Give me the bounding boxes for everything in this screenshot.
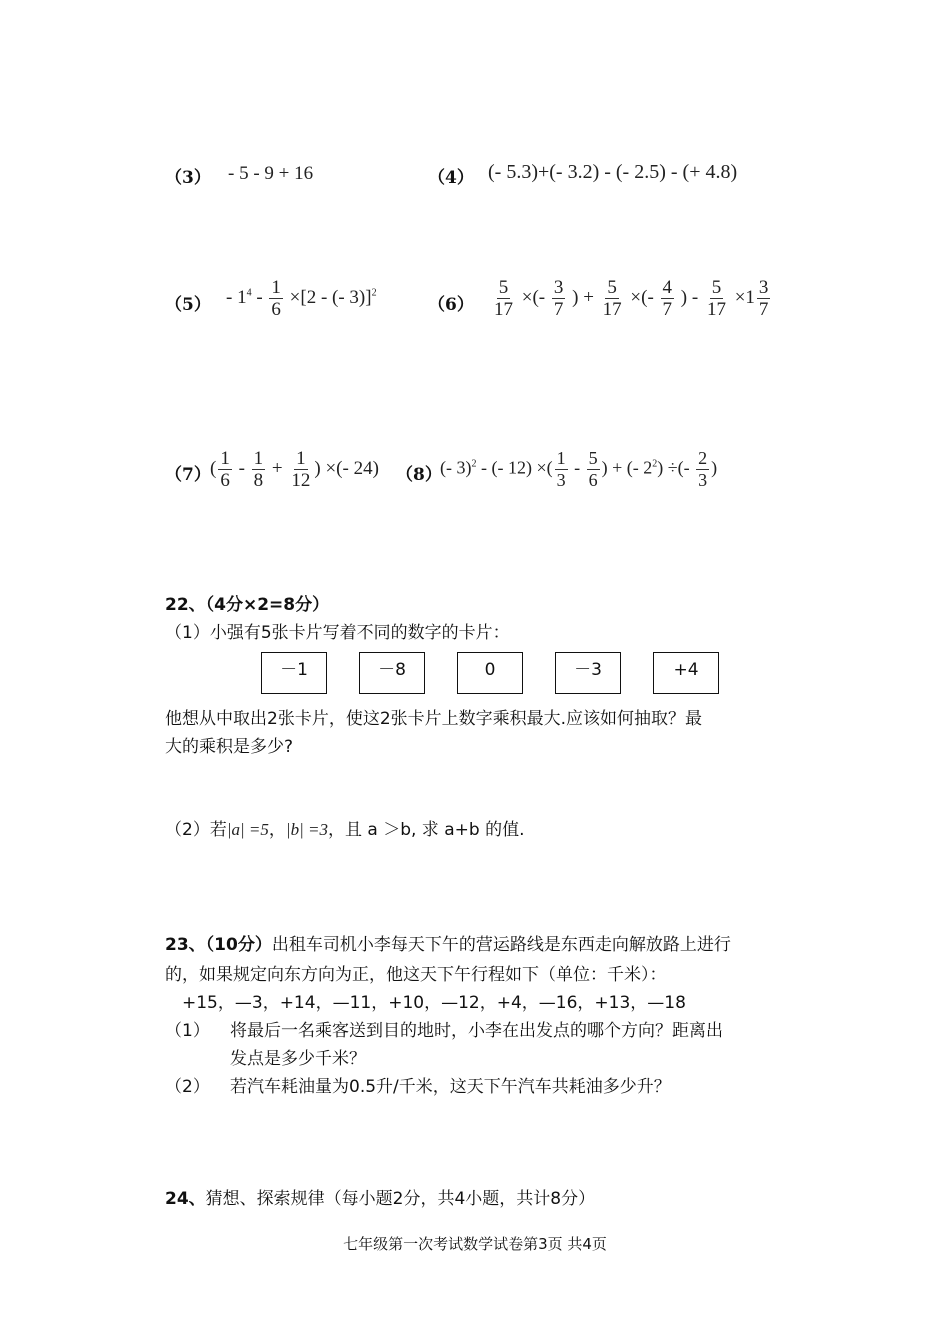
problem-8-label: （8）: [396, 465, 442, 485]
number-card: 0: [457, 652, 523, 694]
q22-part2: （2）若|a| =5，|b| =3，且 a ＞b, 求 a+b 的值.: [165, 820, 525, 840]
q24-heading: 24、猜想、探索规律（每小题2分，共4小题，共计8分）: [165, 1189, 596, 1209]
q23-sub1-label: （1）: [165, 1021, 210, 1041]
problem-8-expression: (- 3)$^2$ - (- 12) ×( $\frac{1}{3}$ - $\frac{5}{6}$ ) + (- $2^2$) ÷(- $\frac{2}{3}$ ): [440, 448, 718, 490]
problem-4-label: （4）: [428, 168, 474, 188]
fraction: $\frac{1}{3}$: [556, 448, 566, 490]
problem-3-label: （3）: [165, 168, 211, 188]
page-footer: 七年级第一次考试数学试卷第3页 共4页: [343, 1235, 607, 1253]
q22-heading: 22、（4分×2=8分）: [165, 595, 330, 615]
fraction: $\frac{3}{7}$: [553, 277, 564, 320]
q23-sub1-text: 发点是多少千米？: [230, 1049, 366, 1069]
problem-7-label: （7）: [165, 465, 211, 485]
q22-question-line: 他想从中取出2张卡片，使这2张卡片上数字乘积最大.应该如何抽取？最: [165, 709, 703, 729]
q22-part1-text: （1）小强有5张卡片写着不同的数字的卡片：: [165, 623, 510, 643]
fraction: $\frac{1}{6}$: [271, 277, 281, 320]
fraction: $\frac{2}{3}$: [698, 448, 708, 490]
fraction: $\frac{4}{7}$: [662, 277, 673, 320]
problem-4-expression: (- 5.3)+(- 3.2) - (- 2.5) - (+ 4.8): [488, 161, 738, 183]
problem-3-expression: - 5 - 9 + 16: [228, 163, 314, 184]
q23-sub1-text: 将最后一名乘客送到目的地时，小李在出发点的哪个方向？距离出: [230, 1021, 723, 1041]
q23-sub2-text: 若汽车耗油量为0.5升/千米，这天下午汽车共耗油多少升？: [230, 1077, 671, 1097]
q23-heading: 23、（10分）出租车司机小李每天下午的营运路线是东西走向解放路上进行: [165, 935, 731, 955]
q23-data-line: +15，—3，+14，—11，+10，—12，+4，—16，+13，—18: [182, 993, 686, 1013]
problem-5-expression: - $1^4$ - $\frac{1}{6}$ ×[2 - (- 3)]$^2$: [226, 277, 377, 320]
q23-sub2-label: （2）: [165, 1077, 210, 1097]
fraction: $\frac{3}{7}$: [758, 277, 769, 320]
fraction: $\frac{1}{12}$: [291, 448, 311, 491]
fraction: $\frac{5}{6}$: [588, 448, 598, 490]
fraction: $\frac{1}{8}$: [253, 448, 264, 491]
number-card: －8: [359, 652, 425, 694]
problem-6-label: （6）: [428, 295, 474, 315]
problem-6-expression: $\frac{5}{17}$ ×(- $\frac{3}{7}$ ) + $\frac{5}{17}$ ×(- $\frac{4}{7}$ ) - $\frac{5}{17}$ ×1 $\frac{3}{7}$: [494, 277, 769, 320]
number-card: －1: [261, 652, 327, 694]
problem-7-expression: ( $\frac{1}{6}$ - $\frac{1}{8}$ + $\frac{1}{12}$ ) ×(- 24): [210, 448, 379, 491]
q23-text-line: 的，如果规定向东方向为正，他这天下午行程如下（单位：千米）：: [165, 965, 667, 985]
problem-5-label: （5）: [165, 295, 211, 315]
number-card: －3: [555, 652, 621, 694]
fraction: $\frac{1}{6}$: [220, 448, 230, 491]
fraction: $\frac{5}{17}$: [602, 277, 622, 320]
fraction: $\frac{5}{17}$: [706, 277, 726, 320]
number-card: +4: [653, 652, 719, 694]
fraction: $\frac{5}{17}$: [494, 277, 513, 320]
q22-question-line: 大的乘积是多少?: [165, 737, 294, 757]
